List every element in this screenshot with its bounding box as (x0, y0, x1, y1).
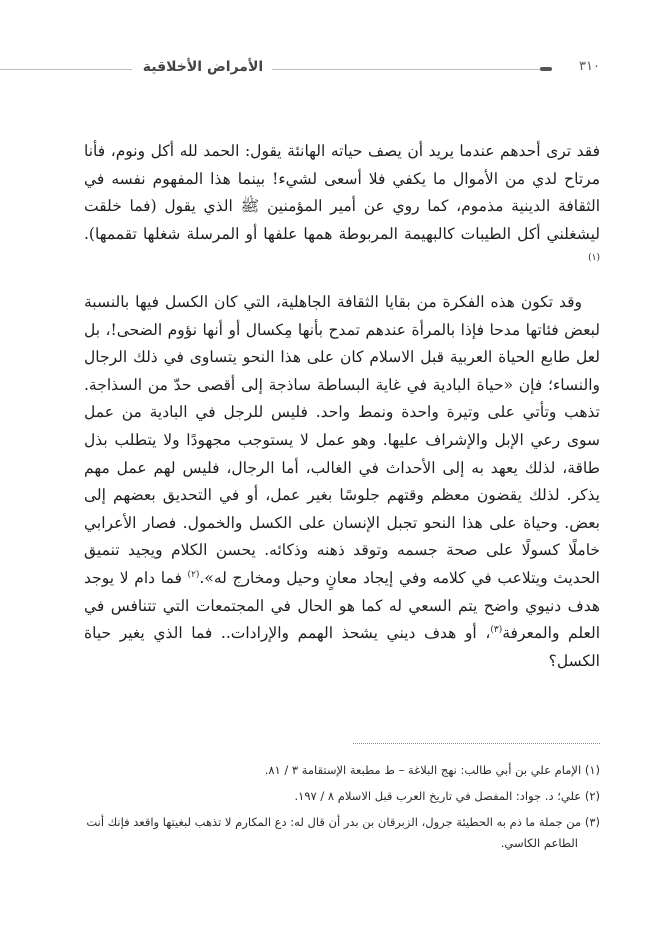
paragraph-text: فما دام لا يوجد هدف دنيوي واضح يتم السعي له كما هو الحال في المجتمعات التي تتنافس في العلم والمعرفة (84, 568, 600, 643)
footnote-number: (٢) (584, 789, 600, 803)
paragraph-text: وقد تكون هذه الفكرة من بقايا الثقافة الجاهلية، التي كان الكسل فيها بالنسبة لبعض فئاتها مدحا فإذا بالمرأة عندهم تمدح بأنها مِكسال أو أنها نؤوم الضحى!، بل لعل طابع الحياة العربية قبل الاسلام كان على هذا النحو يتساوى في ذلك الرجال والنساء؛ فإن «حياة البادية في غاية البساطة ساذجة إلى أقصى حدّ من السذاجة. تذهب وتأتي على وتيرة واحدة ونمط واحد. فليس للرجل في البادية من عمل سوى رعي الإبل والإشراف عليها. وهو عمل لا يستوجب مجهودًا ولا يتطلب بذل طاقة، لذلك يعهد به إلى الأحداث في الغالب، أما الرجال، فليس لهم عمل مهم يذكر. لذلك يقضون معظم وقتهم جلوسًا بغير عمل، أو في التحديق بعضهم إلى بعض. وحياة على هذا النحو تجبل الإنسان على الكسل والخمول. فصار الأعرابي خاملًا كسولًا على صحة جسمه وتوقد ذهنه وذكائه. يحسن الكلام ويجيد تنميق الحديث ويتلاعب في كلامه وفي إيجاد معانٍ وحيل ومخارج له». (84, 292, 600, 587)
body-text (84, 138, 600, 688)
footnotes (84, 760, 600, 859)
paragraph-text: فقد ترى أحدهم عندما يريد أن يصف حياته الهانئة يقول: الحمد لله أكل ونوم، فأنا مرتاح لدي من الأموال ما يكفي فلا أسعى لشيء! بينما هذا المفهوم نفسه في الثقافة الدينية مذموم، كما روي عن أمير المؤمنين ﷺ الذي يقول (فما خلقت ليشغلني أكل الطيبات كالبهيمة المربوطة همها علفها أو المرسلة شغلها تقممها). (84, 142, 600, 243)
footnote-ref-2[interactable]: (٢) (187, 569, 200, 580)
footnote-separator (353, 743, 600, 744)
header-rule-middle (272, 69, 540, 70)
page-number: ٣١٠ (579, 59, 600, 74)
chapter-title: الأمراض الأخلاقية (142, 59, 264, 75)
footnote-text: علي؛ د. جواد: المفصل في تاريخ العرب قبل الاسلام ٨ / ١٩٧. (294, 789, 582, 803)
footnote-ref-1[interactable]: (١) (588, 253, 600, 264)
footnote-3 (84, 812, 600, 854)
paragraph-2 (84, 289, 600, 675)
header-rule-left (0, 69, 132, 70)
footnote-ref-3[interactable]: (٣) (490, 624, 503, 635)
footnote-text: الإمام علي بن أبي طالب: نهج البلاغة – ط مطبعة الإستقامة ٣ / ٨١. (264, 763, 582, 777)
footnote-2 (84, 786, 600, 807)
paragraph-1 (84, 138, 600, 276)
footnote-number: (١) (584, 763, 600, 777)
footnote-number: (٣) (584, 815, 600, 829)
paragraph-text: ، أو هدف ديني يشحذ الهمم والإرادات.. فما الذي يغير حياة الكسل؟ (84, 624, 600, 670)
header-dash-ornament (540, 67, 552, 71)
running-header (0, 56, 669, 80)
footnote-text: من جملة ما ذم به الحطيئة جرول، الزبرقان بن بدر أن قال له: دع المكارم لا تذهب لبغيتها واقعد فإنك أنت الطاعم الكاسي. (86, 815, 582, 850)
footnote-1 (84, 760, 600, 781)
